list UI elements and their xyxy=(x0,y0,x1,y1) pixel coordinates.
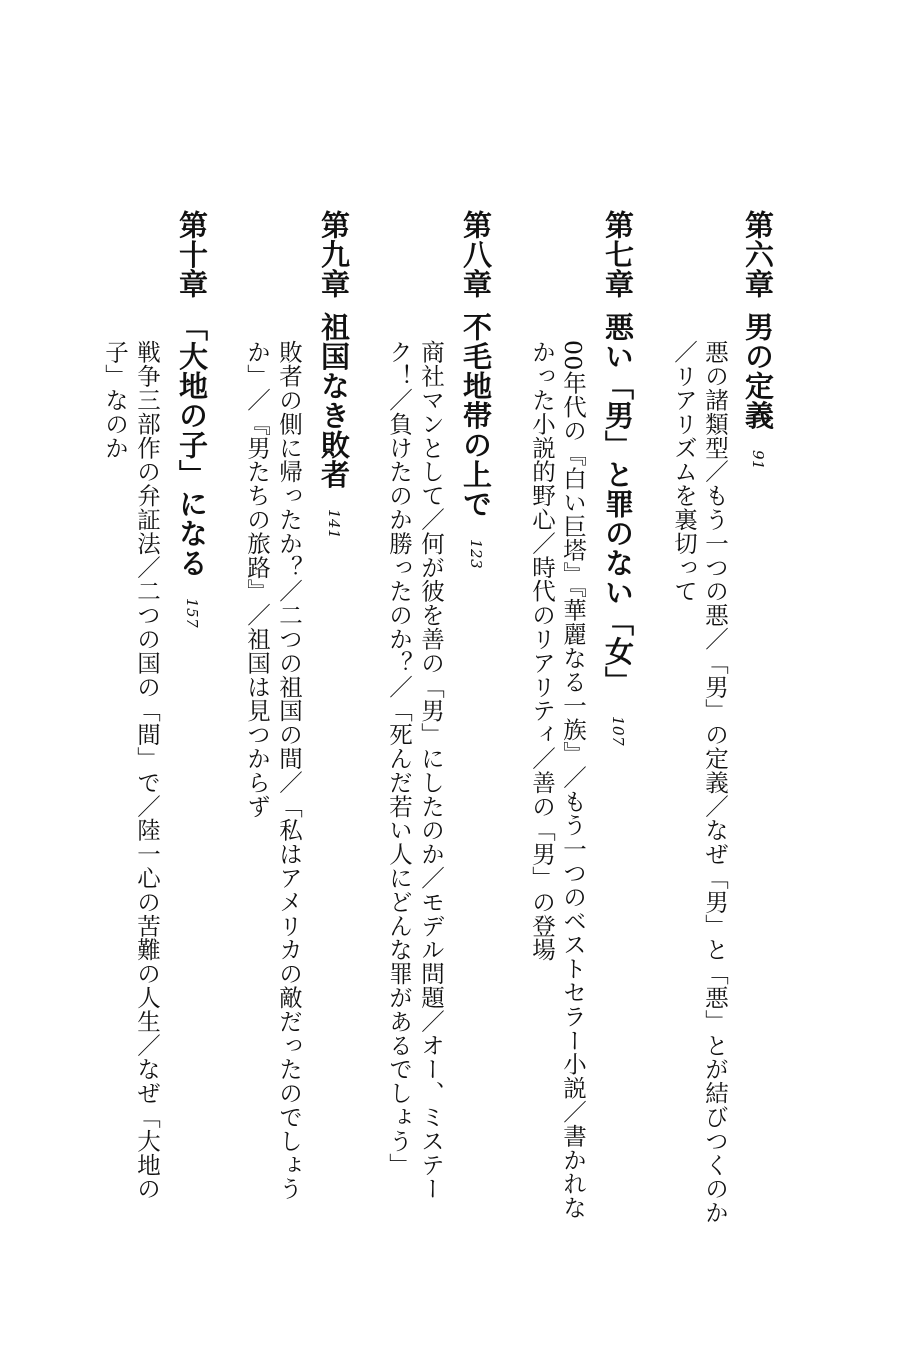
chapter-6-title xyxy=(741,312,775,471)
chapter-10-summary-line-2: 子」なのか xyxy=(101,340,129,460)
chapter-6-label: 第六章 xyxy=(741,210,775,299)
chapter-10-label: 第十章 xyxy=(175,210,209,299)
chapter-7-title xyxy=(601,312,635,746)
chapter-6-title-text: 男の定義 xyxy=(741,312,775,430)
chapter-6-summary-line-1: 悪の諸類型／もう一つの悪／「男」の定義／なぜ「男」と「悪」とが結びつくのか xyxy=(701,340,729,1225)
chapter-7-summary-line-2: かった小説的野心／時代のリアリティ／善の「男」の登場 xyxy=(528,340,556,962)
chapter-9-summary-line-1: 敗者の側に帰ったか？／二つの祖国の間／「私はアメリカの敵だったのでしょう xyxy=(275,340,303,1201)
chapter-10-summary-line-1: 戦争三部作の弁証法／二つの国の「間」で／陸一心の苦難の人生／なぜ「大地の xyxy=(133,340,161,1201)
chapter-8-summary-line-1: 商社マンとして／何が彼を善の「男」にしたのか／モデル問題／オー、ミステー xyxy=(417,340,445,1201)
chapter-8-title-text: 不毛地帯の上で xyxy=(459,312,493,519)
chapter-7-summary-line-1: 00年代の『白い巨塔』『華麗なる一族』／もう一つのベストセラー小説／書かれな xyxy=(559,340,587,1220)
chapter-10-title-text: 「大地の子」になる xyxy=(175,312,209,578)
chapter-9-label: 第九章 xyxy=(317,210,351,299)
chapter-9-page-number: 141 xyxy=(325,509,343,540)
chapter-8-title xyxy=(459,312,493,569)
chapter-9-title-text: 祖国なき敗者 xyxy=(317,312,351,489)
chapter-9-summary-line-2: か」／『男たちの旅路』／祖国は見つからず xyxy=(243,340,271,818)
chapter-7-title-text: 悪い「男」と罪のない「女」 xyxy=(601,312,635,696)
chapter-10-title xyxy=(175,312,209,628)
chapter-7-label: 第七章 xyxy=(601,210,635,299)
chapter-8-label: 第八章 xyxy=(459,210,493,299)
chapter-7-page-number: 107 xyxy=(609,715,627,746)
chapter-6-summary-line-2: ／リアリズムを裏切って xyxy=(670,340,698,603)
chapter-8-summary-line-2: ク！／負けたのか勝ったのか？／「死んだ若い人にどんな罪があるでしょう」 xyxy=(385,340,413,1177)
chapter-6-page-number: 91 xyxy=(749,450,767,471)
chapter-8-page-number: 123 xyxy=(467,538,485,569)
chapter-10-page-number: 157 xyxy=(183,597,201,628)
chapter-9-title xyxy=(317,312,351,540)
